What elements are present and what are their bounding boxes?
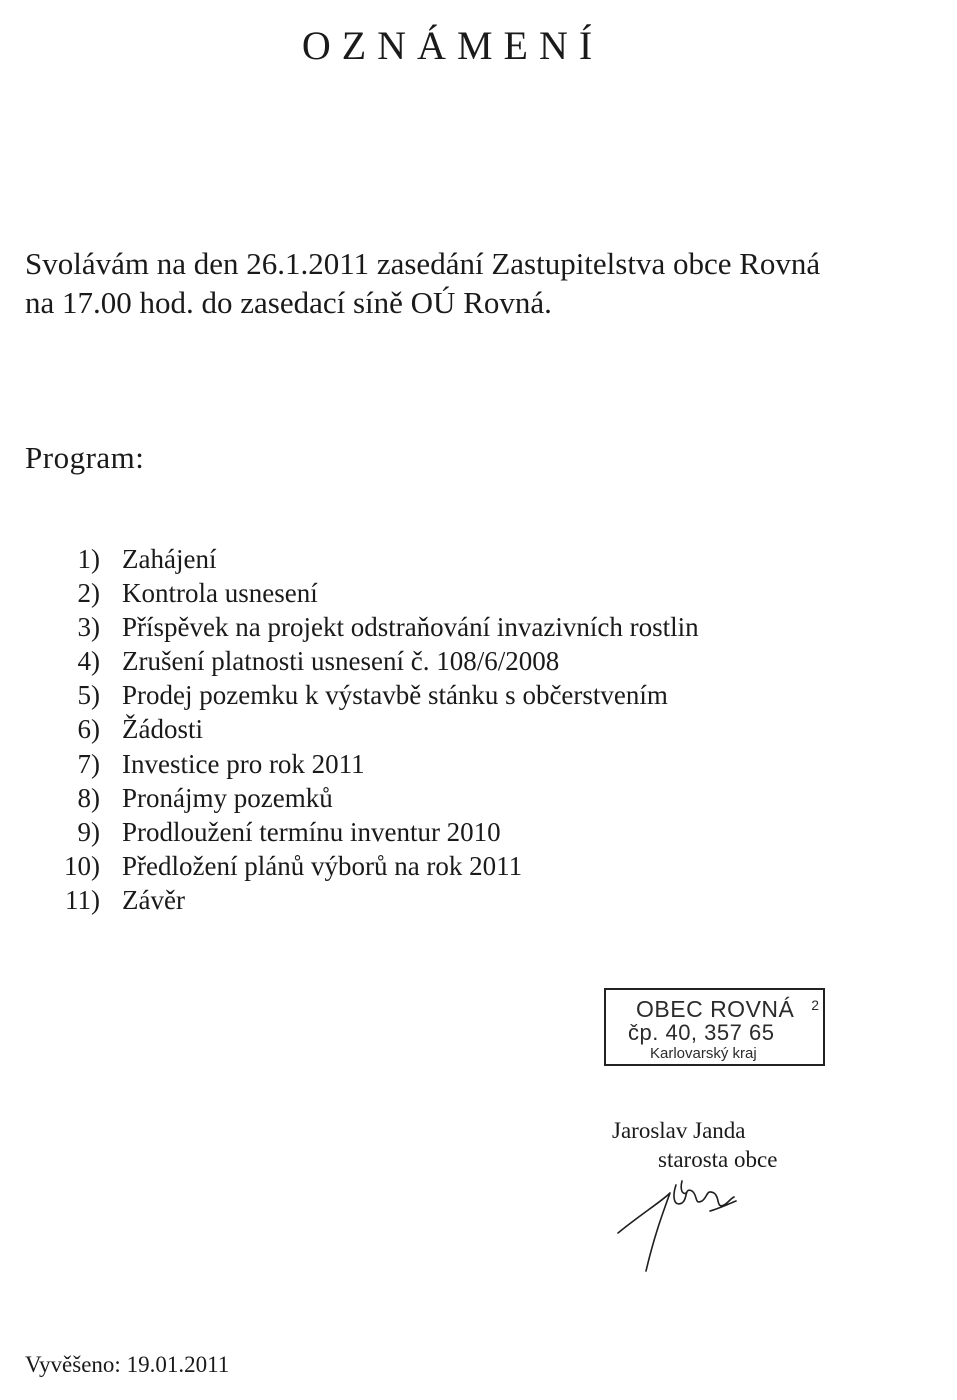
stamp-line-3: Karlovarský kraj (650, 1045, 757, 1062)
stamp-line-1: OBEC ROVNÁ (636, 996, 795, 1022)
handwritten-signature (610, 1175, 770, 1275)
list-item (40, 542, 699, 576)
program-heading: Program: (25, 440, 145, 475)
list-item-number: 7) (77, 748, 100, 779)
list-item (40, 610, 699, 644)
intro-line-1: Svolávám na den 26.1.2011 zasedání Zastupitelstva obce Rovná (25, 246, 821, 281)
list-item (40, 849, 699, 883)
list-item-text: Zahájení (122, 544, 217, 574)
list-item-text: Pronájmy pozemků (122, 782, 333, 813)
list-item (40, 576, 699, 610)
list-item-text: Závěr (122, 884, 185, 915)
list-item-number: 5) (77, 680, 100, 711)
list-item-number: 3) (77, 612, 100, 643)
list-item (40, 712, 699, 746)
list-item-number: 2) (77, 578, 100, 609)
list-item (40, 781, 699, 815)
list-item-number: 11) (65, 884, 100, 915)
list-item (40, 815, 699, 849)
signer-role: starosta obce (658, 1147, 778, 1172)
list-item-number: 1) (77, 544, 100, 574)
intro-paragraph (25, 244, 950, 322)
list-item-number: 9) (77, 816, 100, 847)
list-item-text: Zrušení platnosti usnesení č. 108/6/2008 (122, 646, 560, 677)
posted-date: Vyvěšeno: 19.01.2011 (25, 1352, 230, 1377)
signer-name: Jaroslav Janda (612, 1118, 746, 1143)
list-item-number: 4) (77, 646, 100, 677)
official-stamp (604, 988, 825, 1066)
list-item-number: 6) (77, 714, 100, 745)
list-item-text: Příspěvek na projekt odstraňování invazivních rostlin (122, 612, 699, 643)
list-item (40, 678, 699, 712)
list-item-text: Investice pro rok 2011 (122, 748, 365, 779)
list-item-text: Předložení plánů výborů na rok 2011 (122, 850, 523, 881)
list-item (40, 644, 699, 678)
list-item-text: Prodej pozemku k výstavbě stánku s občerstvením (122, 680, 668, 711)
list-item-text: Prodloužení termínu inventur 2010 (122, 816, 501, 847)
page-title: OZNÁMENÍ (301, 23, 604, 68)
intro-line-2: na 17.00 hod. do zasedací síně OÚ Rovná. (25, 285, 552, 320)
stamp-line-2: čp. 40, 357 65 (628, 1020, 775, 1045)
list-item-text: Žádosti (122, 714, 203, 745)
list-item (40, 747, 699, 781)
stamp-mark: 2 (811, 997, 819, 1013)
list-item-number: 8) (77, 782, 100, 813)
list-item-text: Kontrola usnesení (122, 578, 318, 609)
list-item (40, 883, 699, 917)
agenda-list (40, 542, 699, 917)
list-item-number: 10) (64, 850, 100, 881)
